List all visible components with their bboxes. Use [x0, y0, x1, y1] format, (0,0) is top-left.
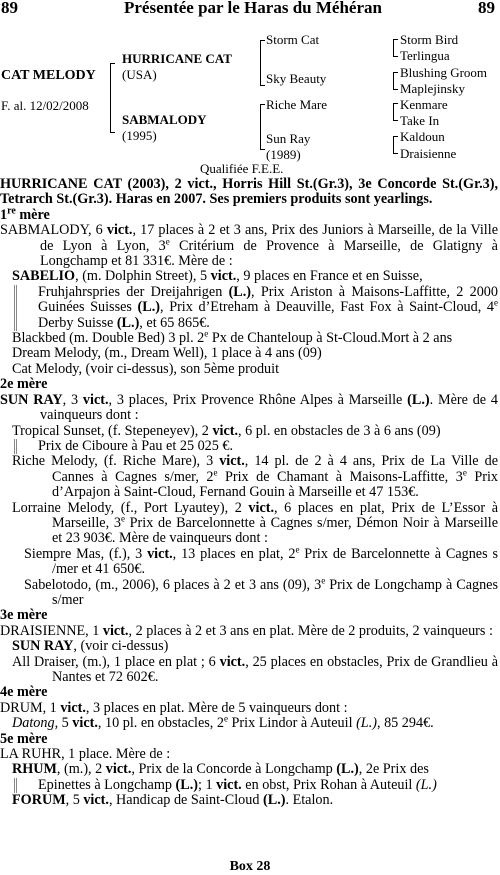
sire-origin: (USA) — [122, 67, 157, 82]
produce-entry: Sabelotodo, (m., 2006), 6 places à 2 et 3 ans (09), 3e Prix de Longchamp à Cagnes s/mer — [24, 574, 499, 608]
sire-name: HURRICANE CAT — [122, 51, 232, 66]
great-grandsire: Maplejinsky — [400, 81, 465, 96]
produce-entry: Lorraine Melody, (f., Port Lyautey), 2 vict., 6 places en plat, Prix de L’Essor à Marseille, 3e Prix de Barcelonnette à Cagnes s/mer, Démon Noir à Marseille et 23 903€. Mère de vainqueurs dont : — [12, 499, 499, 547]
qualification: Qualifiée F.E.E. — [200, 161, 284, 176]
grandsire-2: Sky Beauty — [266, 71, 327, 86]
produce-entry: All Draiser, (m.), 1 place en plat ; 6 vict., 25 places en obstacles, Prix de Grandlieu à Nantes et 72 602€. — [12, 653, 498, 685]
produce-entry-continued: Prix de Ciboure à Pau et 25 025 €. — [14, 439, 498, 454]
dam-year: (1995) — [122, 128, 157, 143]
dam-entry: SABMALODY, 6 vict., 17 places à 2 et 3 ans, Prix des Juniors à Marseille, de la Ville de Lyon à Lyon, 3e Critérium de Provence à Marseille, de Glatigny à Longchamp et 81 331€. Mère de : — [0, 222, 498, 270]
generation-heading: 1re mère — [0, 205, 50, 223]
bracket-ggs-3 — [393, 103, 398, 121]
bracket-dam — [260, 104, 265, 150]
page-number-left: 89 — [1, 0, 18, 17]
sire-summary: HURRICANE CAT (2003), 2 vict., Horris Hill St.(Gr.3), 3e Concorde St.(Gr.3), Tetrarch St.(Gr.3). Haras en 2007. Ses premiers produits sont yearlings. — [0, 176, 498, 208]
catalogue-text — [0, 177, 498, 809]
produce-entry: SUN RAY, (voir ci-dessus) — [12, 638, 169, 655]
bracket-sire — [260, 40, 265, 86]
produce-entry: SABELIO, (m. Dolphin Street), 5 vict., 9 places en France et en Suisse, — [12, 268, 423, 285]
produce-entry-continued: Fruhjahrspries der Dreijahrigen (L.), Prix Ariston à Maisons-Laffitte, 2 2000 Guinées Suisses (L.), Prix d’Etreham à Deauville, Fast Fox à Saint-Cloud, 4e Derby Suisse (L.), et 65 865€. — [14, 285, 498, 331]
grandsire-4-year: (1989) — [266, 147, 301, 162]
grandsire-3: Riche Mare — [266, 97, 328, 112]
produce-entry: Cat Melody, (voir ci-dessus), son 5ème produit — [12, 360, 280, 377]
horse-name: CAT MELODY — [1, 68, 96, 83]
great-grandsire: Draisienne — [400, 146, 457, 161]
grandsire-1: Storm Cat — [266, 32, 320, 47]
bracket-ggs-4 — [393, 136, 398, 154]
bracket-ggs-1 — [393, 39, 398, 57]
dam-entry: SUN RAY, 3 vict., 3 places, Prix Provence Rhône Alpes à Marseille (L.). Mère de 4 vainqueurs dont : — [0, 391, 498, 424]
produce-entry: Tropical Sunset, (f. Stepeneyev), 2 vict., 6 pl. en obstacles de 3 à 6 ans (09) — [12, 422, 441, 439]
dam-entry: LA RUHR, 1 place. Mère de : — [0, 746, 171, 763]
great-grandsire: Storm Bird — [400, 32, 459, 47]
produce-entry: Datong, 5 vict., 10 pl. en obstacles, 2e Prix Lindor à Auteuil (L.), 85 294€. — [12, 713, 434, 732]
page-title: Présentée par le Haras du Méhéran — [124, 0, 382, 17]
great-grandsire: Take In — [400, 113, 440, 128]
box-number: Box 28 — [229, 859, 271, 874]
great-grandsire: Kenmare — [400, 97, 448, 112]
great-grandsire: Blushing Groom — [400, 65, 488, 80]
page-number-right: 89 — [478, 0, 495, 17]
generation-heading: 4e mère — [0, 684, 48, 701]
dam-entry: DRAISIENNE, 1 vict., 2 places à 2 et 3 ans en plat. Mère de 2 produits, 2 vainqueurs : — [0, 622, 493, 639]
generation-heading: 5e mère — [0, 730, 48, 747]
generation-heading: 3e mère — [0, 607, 48, 624]
dam-entry: DRUM, 1 vict., 3 places en plat. Mère de 5 vainqueurs dont : — [0, 699, 348, 716]
bracket-ggs-2 — [393, 72, 398, 90]
produce-entry: Blackbed (m. Double Bed) 3 pl. 2e Px de Chanteloup à St-Cloud.Mort à 2 ans — [12, 328, 453, 347]
produce-entry: Dream Melody, (m., Dream Well), 1 place à 4 ans (09) — [12, 345, 322, 362]
great-grandsire: Kaldoun — [400, 129, 445, 144]
generation-heading: 2e mère — [0, 376, 48, 393]
produce-entry-continued: Epinettes à Longchamp (L.); 1 vict. en obst, Prix Rohan à Auteuil (L.) — [14, 778, 498, 793]
produce-entry: RHUM, (m.), 2 vict., Prix de la Concorde à Longchamp (L.), 2e Prix des — [12, 761, 429, 778]
dam-name: SABMALODY — [122, 112, 207, 127]
produce-entry: Riche Melody, (f. Riche Mare), 3 vict., 14 pl. de 2 à 4 ans, Prix de La Ville de Cannes à Cagnes s/mer, 2e Prix de Chamant à Maisons-Laffitte, 3e Prix d’Arpajon à Saint-Cloud, Fernand Gouin à Marseille et 47 153€. — [12, 453, 498, 501]
produce-entry: FORUM, 5 vict., Handicap de Saint-Cloud (L.). Etalon. — [12, 792, 334, 809]
produce-entry: Siempre Mas, (f.), 3 vict., 13 places en plat, 2e Prix de Barcelonnette à Cagnes s /mer et 41 650€. — [24, 544, 499, 578]
bracket-parents — [110, 63, 115, 133]
sex-birth: F. al. 12/02/2008 — [1, 98, 89, 113]
great-grandsire: Terlingua — [400, 48, 450, 63]
grandsire-4: Sun Ray — [266, 131, 311, 146]
